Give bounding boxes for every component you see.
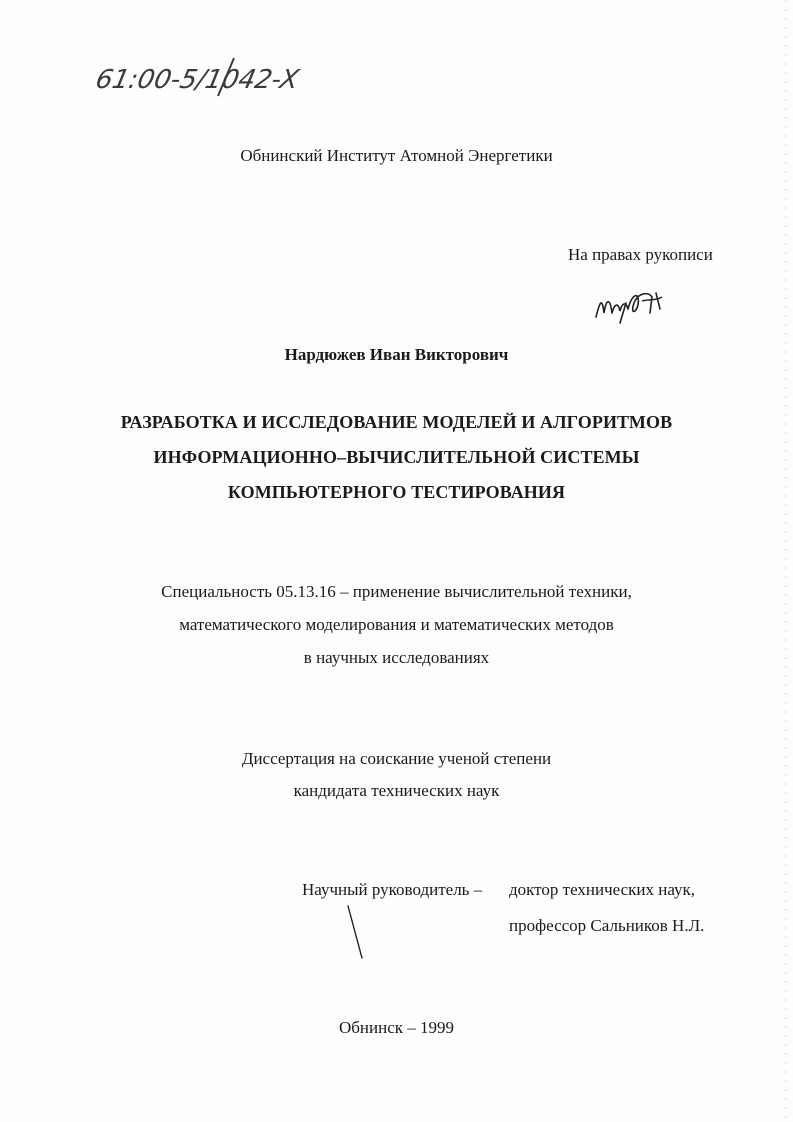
place-and-year: Обнинск – 1999 [338,1018,455,1037]
specialty-line-1: Специальность 05.13.16 – применение вычислительной техники, [161,582,632,601]
handwritten-signature-icon [590,283,672,329]
pen-stroke-mark-icon [346,904,366,960]
handwritten-archive-number-icon [92,52,332,100]
thesis-title-line-2: ИНФОРМАЦИОННО–ВЫЧИСЛИТЕЛЬНОЙ СИСТЕМЫ [153,447,640,467]
degree-line-1: Диссертация на соискание ученой степени [241,749,552,768]
supervisor-name: профессор Сальников Н.Л. [509,916,705,935]
institution-name: Обнинский Институт Атомной Энергетики [240,146,553,165]
thesis-title-line-3: КОМПЬЮТЕРНОГО ТЕСТИРОВАНИЯ [227,482,566,502]
scan-edge-artifact [784,0,787,1122]
specialty-line-3: в научных исследованиях [303,648,490,667]
svg-text:61:00-5/1042-X: 61:00-5/1042-X [92,65,302,95]
thesis-title-line-1: РАЗРАБОТКА И ИССЛЕДОВАНИЕ МОДЕЛЕЙ И АЛГОРИТМОВ [120,412,673,432]
supervisor-degree: доктор технических наук, [509,880,696,899]
degree-line-2: кандидата технических наук [293,781,500,800]
manuscript-rights-note: На правах рукописи [568,245,713,264]
supervisor-role: Научный руководитель – [302,880,483,899]
author-name: Нардюжев Иван Викторович [284,345,509,364]
specialty-line-2: математического моделирования и математических методов [179,615,614,634]
